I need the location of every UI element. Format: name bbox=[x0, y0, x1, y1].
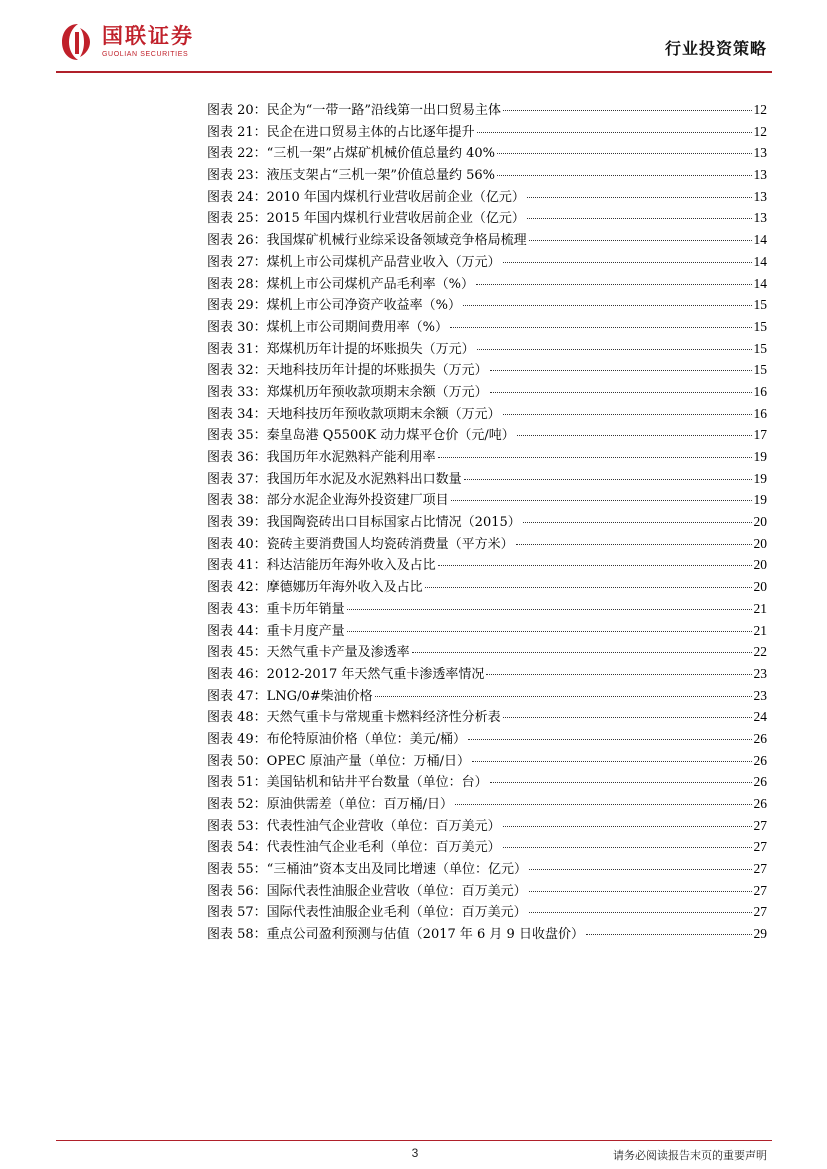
toc-entry-page: 20 bbox=[753, 579, 767, 595]
toc-entry-page: 23 bbox=[753, 665, 767, 681]
toc-leader-dots bbox=[529, 891, 752, 892]
toc-leader-dots bbox=[529, 869, 752, 870]
toc-entry-label: 图表 40：瓷砖主要消费国人均瓷砖消费量（平方米） bbox=[207, 536, 514, 552]
toc-entry[interactable] bbox=[207, 186, 767, 208]
toc-entry[interactable] bbox=[207, 403, 767, 425]
toc-leader-dots bbox=[412, 652, 752, 653]
page-number: 3 bbox=[411, 1146, 419, 1160]
toc-entry[interactable] bbox=[207, 620, 767, 642]
toc-entry-label: 图表 31：郑煤机历年计提的坏账损失（万元） bbox=[207, 341, 475, 357]
toc-entry-label: 图表 57：国际代表性油服企业毛利（单位：百万美元） bbox=[207, 905, 527, 921]
toc-leader-dots bbox=[517, 435, 752, 436]
toc-entry-label: 图表 51：美国钻机和钻井平台数量（单位：台） bbox=[207, 775, 488, 791]
toc-entry[interactable] bbox=[207, 316, 767, 338]
toc-entry-page: 27 bbox=[753, 904, 767, 920]
toc-leader-dots bbox=[503, 110, 752, 111]
toc-leader-dots bbox=[497, 153, 752, 154]
toc-entry[interactable] bbox=[207, 663, 767, 685]
toc-entry[interactable] bbox=[207, 207, 767, 229]
toc-leader-dots bbox=[497, 175, 752, 176]
toc-leader-dots bbox=[503, 717, 752, 718]
toc-entry-label: 图表 55：“三桶油”资本支出及同比增速（单位：亿元） bbox=[207, 862, 527, 878]
toc-entry-label: 图表 20：民企为“一带一路”沿线第一出口贸易主体 bbox=[207, 103, 501, 118]
toc-entry[interactable] bbox=[207, 511, 767, 533]
toc-entry-page: 13 bbox=[753, 210, 767, 226]
toc-entry[interactable] bbox=[207, 446, 767, 468]
toc-entry-page: 12 bbox=[753, 102, 767, 117]
report-category-title: 行业投资策略 bbox=[664, 39, 767, 58]
toc-entry-page: 20 bbox=[753, 535, 767, 551]
toc-entry-label: 图表 28：煤机上市公司煤机产品毛利率（%） bbox=[207, 276, 475, 292]
toc-leader-dots bbox=[586, 934, 752, 935]
toc-entry-page: 27 bbox=[753, 861, 767, 877]
toc-entry[interactable] bbox=[207, 554, 767, 576]
toc-leader-dots bbox=[464, 479, 752, 480]
toc-entry-label: 图表 45：天然气重卡产量及渗透率 bbox=[207, 645, 410, 661]
toc-entry[interactable] bbox=[207, 793, 767, 815]
toc-entry-label: 图表 56：国际代表性油服企业营收（单位：百万美元） bbox=[207, 883, 527, 899]
toc-entry-page: 19 bbox=[753, 449, 767, 464]
toc-entry[interactable] bbox=[207, 771, 767, 793]
toc-leader-dots bbox=[468, 739, 751, 740]
footer-divider bbox=[56, 1140, 772, 1141]
toc-entry-page: 15 bbox=[753, 297, 767, 313]
toc-entry-label: 图表 34：天地科技历年预收款项期末余额（万元） bbox=[207, 406, 501, 422]
toc-leader-dots bbox=[516, 544, 752, 545]
toc-entry[interactable] bbox=[207, 598, 767, 620]
toc-leader-dots bbox=[503, 826, 752, 827]
toc-entry[interactable] bbox=[207, 750, 767, 772]
toc-leader-dots bbox=[451, 500, 752, 501]
toc-entry[interactable] bbox=[207, 468, 767, 490]
toc-entry-page: 21 bbox=[753, 600, 767, 616]
toc-entry[interactable] bbox=[207, 164, 767, 186]
toc-entry-label: 图表 39：我国陶瓷砖出口目标国家占比情况（2015） bbox=[207, 515, 521, 531]
toc-entry-page: 26 bbox=[753, 730, 767, 746]
toc-leader-dots bbox=[476, 284, 751, 285]
toc-leader-dots bbox=[472, 761, 751, 762]
toc-leader-dots bbox=[477, 132, 752, 133]
toc-entry-label: 图表 38：部分水泥企业海外投资建厂项目 bbox=[207, 493, 449, 509]
toc-leader-dots bbox=[523, 522, 752, 523]
toc-entry[interactable] bbox=[207, 858, 767, 880]
toc-entry-label: 图表 52：原油供需差（单位：百万桶/日） bbox=[207, 797, 454, 812]
toc-entry-label: 图表 24：2010 年国内煤机行业营收居前企业（亿元） bbox=[207, 189, 525, 205]
header-divider bbox=[56, 71, 772, 73]
toc-entry[interactable] bbox=[207, 424, 767, 446]
figure-list bbox=[207, 99, 767, 945]
page-header bbox=[0, 0, 827, 72]
toc-entry[interactable] bbox=[207, 923, 767, 945]
toc-entry[interactable] bbox=[207, 533, 767, 555]
toc-entry-page: 27 bbox=[753, 882, 767, 898]
toc-entry[interactable] bbox=[207, 99, 767, 121]
toc-entry-label: 图表 22：“三机一架”占煤矿机械价值总量约 40% bbox=[207, 146, 495, 162]
toc-entry-label: 图表 27：煤机上市公司煤机产品营业收入（万元） bbox=[207, 254, 501, 270]
toc-leader-dots bbox=[490, 370, 752, 371]
toc-entry[interactable] bbox=[207, 880, 767, 902]
toc-entry[interactable] bbox=[207, 142, 767, 164]
toc-entry-page: 27 bbox=[753, 839, 767, 855]
toc-entry[interactable] bbox=[207, 489, 767, 511]
toc-entry-label: 图表 44：重卡月度产量 bbox=[207, 623, 345, 639]
toc-leader-dots bbox=[529, 240, 752, 241]
logo-mark-icon bbox=[60, 22, 96, 62]
toc-entry-page: 26 bbox=[753, 796, 767, 811]
toc-leader-dots bbox=[490, 392, 752, 393]
toc-leader-dots bbox=[347, 631, 752, 632]
toc-entry-label: 图表 41：科达洁能历年海外收入及占比 bbox=[207, 558, 436, 574]
toc-entry-page: 27 bbox=[753, 817, 767, 833]
toc-entry[interactable] bbox=[207, 251, 767, 273]
toc-entry-page: 14 bbox=[753, 253, 767, 269]
toc-leader-dots bbox=[450, 327, 751, 328]
toc-entry-label: 图表 36：我国历年水泥熟料产能利用率 bbox=[207, 450, 436, 465]
toc-leader-dots bbox=[438, 457, 752, 458]
toc-entry-page: 21 bbox=[753, 622, 767, 638]
company-logo bbox=[60, 20, 194, 64]
toc-entry-page: 16 bbox=[753, 383, 767, 399]
toc-entry-page: 16 bbox=[753, 405, 767, 421]
toc-entry-page: 14 bbox=[753, 275, 767, 291]
toc-entry[interactable] bbox=[207, 359, 767, 381]
toc-leader-dots bbox=[425, 587, 752, 588]
toc-entry[interactable] bbox=[207, 338, 767, 360]
toc-leader-dots bbox=[477, 349, 752, 350]
toc-entry-label: 图表 53：代表性油气企业营收（单位：百万美元） bbox=[207, 818, 501, 834]
toc-entry-label: 图表 48：天然气重卡与常规重卡燃料经济性分析表 bbox=[207, 710, 501, 726]
toc-entry-label: 图表 26：我国煤矿机械行业综采设备领域竞争格局梳理 bbox=[207, 233, 527, 249]
toc-leader-dots bbox=[527, 197, 752, 198]
toc-entry-label: 图表 42：摩德娜历年海外收入及占比 bbox=[207, 580, 423, 596]
logo-chinese-name: 国联证券 bbox=[102, 24, 194, 48]
toc-entry-page: 22 bbox=[753, 644, 767, 660]
toc-entry-page: 26 bbox=[753, 774, 767, 790]
toc-entry-label: 图表 49：布伦特原油价格（单位：美元/桶） bbox=[207, 731, 467, 747]
toc-entry-label: 图表 25：2015 年国内煤机行业营收居前企业（亿元） bbox=[207, 211, 525, 227]
toc-entry-label: 图表 35：秦皇岛港 Q5500K 动力煤平仓价（元/吨） bbox=[207, 428, 515, 444]
toc-entry-page: 12 bbox=[753, 123, 767, 139]
toc-leader-dots bbox=[503, 262, 752, 263]
toc-entry-page: 23 bbox=[753, 687, 767, 703]
toc-entry[interactable] bbox=[207, 706, 767, 728]
toc-leader-dots bbox=[503, 414, 752, 415]
toc-entry-page: 13 bbox=[753, 145, 767, 161]
footer-disclaimer: 请务必阅读报告末页的重要声明 bbox=[613, 1149, 767, 1162]
toc-entry-page: 15 bbox=[753, 318, 767, 334]
toc-entry-label: 图表 58：重点公司盈利预测与估值（2017 年 6 月 9 日收盘价） bbox=[207, 927, 584, 943]
toc-leader-dots bbox=[438, 565, 752, 566]
toc-entry[interactable] bbox=[207, 121, 767, 143]
toc-entry-label: 图表 30：煤机上市公司期间费用率（%） bbox=[207, 319, 449, 335]
toc-entry-label: 图表 43：重卡历年销量 bbox=[207, 601, 345, 617]
toc-entry-label: 图表 21：民企在进口贸易主体的占比逐年提升 bbox=[207, 124, 475, 140]
toc-entry[interactable] bbox=[207, 273, 767, 295]
toc-entry-label: 图表 33：郑煤机历年预收款项期末余额（万元） bbox=[207, 384, 488, 400]
toc-entry[interactable] bbox=[207, 641, 767, 663]
toc-entry-page: 19 bbox=[753, 470, 767, 486]
toc-entry[interactable] bbox=[207, 836, 767, 858]
toc-entry-page: 15 bbox=[753, 340, 767, 356]
toc-entry[interactable] bbox=[207, 381, 767, 403]
toc-entry-page: 20 bbox=[753, 514, 767, 530]
toc-entry-page: 14 bbox=[753, 232, 767, 248]
toc-leader-dots bbox=[455, 804, 751, 805]
toc-leader-dots bbox=[529, 912, 752, 913]
toc-entry[interactable] bbox=[207, 685, 767, 707]
logo-english-name: GUOLIAN SECURITIES bbox=[102, 51, 189, 58]
toc-leader-dots bbox=[486, 674, 751, 675]
toc-leader-dots bbox=[503, 847, 752, 848]
toc-entry-label: 图表 54：代表性油气企业毛利（单位：百万美元） bbox=[207, 840, 501, 856]
toc-entry-label: 图表 32：天地科技历年计提的坏账损失（万元） bbox=[207, 363, 488, 379]
toc-leader-dots bbox=[347, 609, 752, 610]
toc-entry-label: 图表 47：LNG/0#柴油价格 bbox=[207, 688, 373, 704]
toc-entry[interactable] bbox=[207, 815, 767, 837]
toc-entry-page: 20 bbox=[753, 557, 767, 573]
toc-entry[interactable] bbox=[207, 576, 767, 598]
toc-entry-label: 图表 23：液压支架占“三机一架”价值总量约 56% bbox=[207, 168, 495, 184]
toc-entry-label: 图表 29：煤机上市公司净资产收益率（%） bbox=[207, 298, 462, 314]
toc-leader-dots bbox=[375, 696, 752, 697]
toc-entry[interactable] bbox=[207, 901, 767, 923]
toc-leader-dots bbox=[527, 218, 752, 219]
toc-entry-page: 17 bbox=[753, 427, 767, 443]
toc-entry-label: 图表 50：OPEC 原油产量（单位：万桶/日） bbox=[207, 753, 471, 769]
toc-entry[interactable] bbox=[207, 229, 767, 251]
toc-entry-page: 13 bbox=[753, 188, 767, 204]
toc-leader-dots bbox=[490, 782, 752, 783]
toc-entry-page: 29 bbox=[753, 926, 767, 942]
toc-entry-label: 图表 37：我国历年水泥及水泥熟料出口数量 bbox=[207, 471, 462, 487]
toc-entry[interactable] bbox=[207, 728, 767, 750]
toc-leader-dots bbox=[463, 305, 751, 306]
toc-entry-page: 15 bbox=[753, 362, 767, 378]
toc-entry-page: 19 bbox=[753, 492, 767, 508]
toc-entry[interactable] bbox=[207, 294, 767, 316]
toc-entry-label: 图表 46：2012-2017 年天然气重卡渗透率情况 bbox=[207, 666, 485, 682]
toc-entry-page: 24 bbox=[753, 709, 767, 725]
toc-entry-page: 13 bbox=[753, 167, 767, 183]
toc-entry-page: 26 bbox=[753, 752, 767, 768]
